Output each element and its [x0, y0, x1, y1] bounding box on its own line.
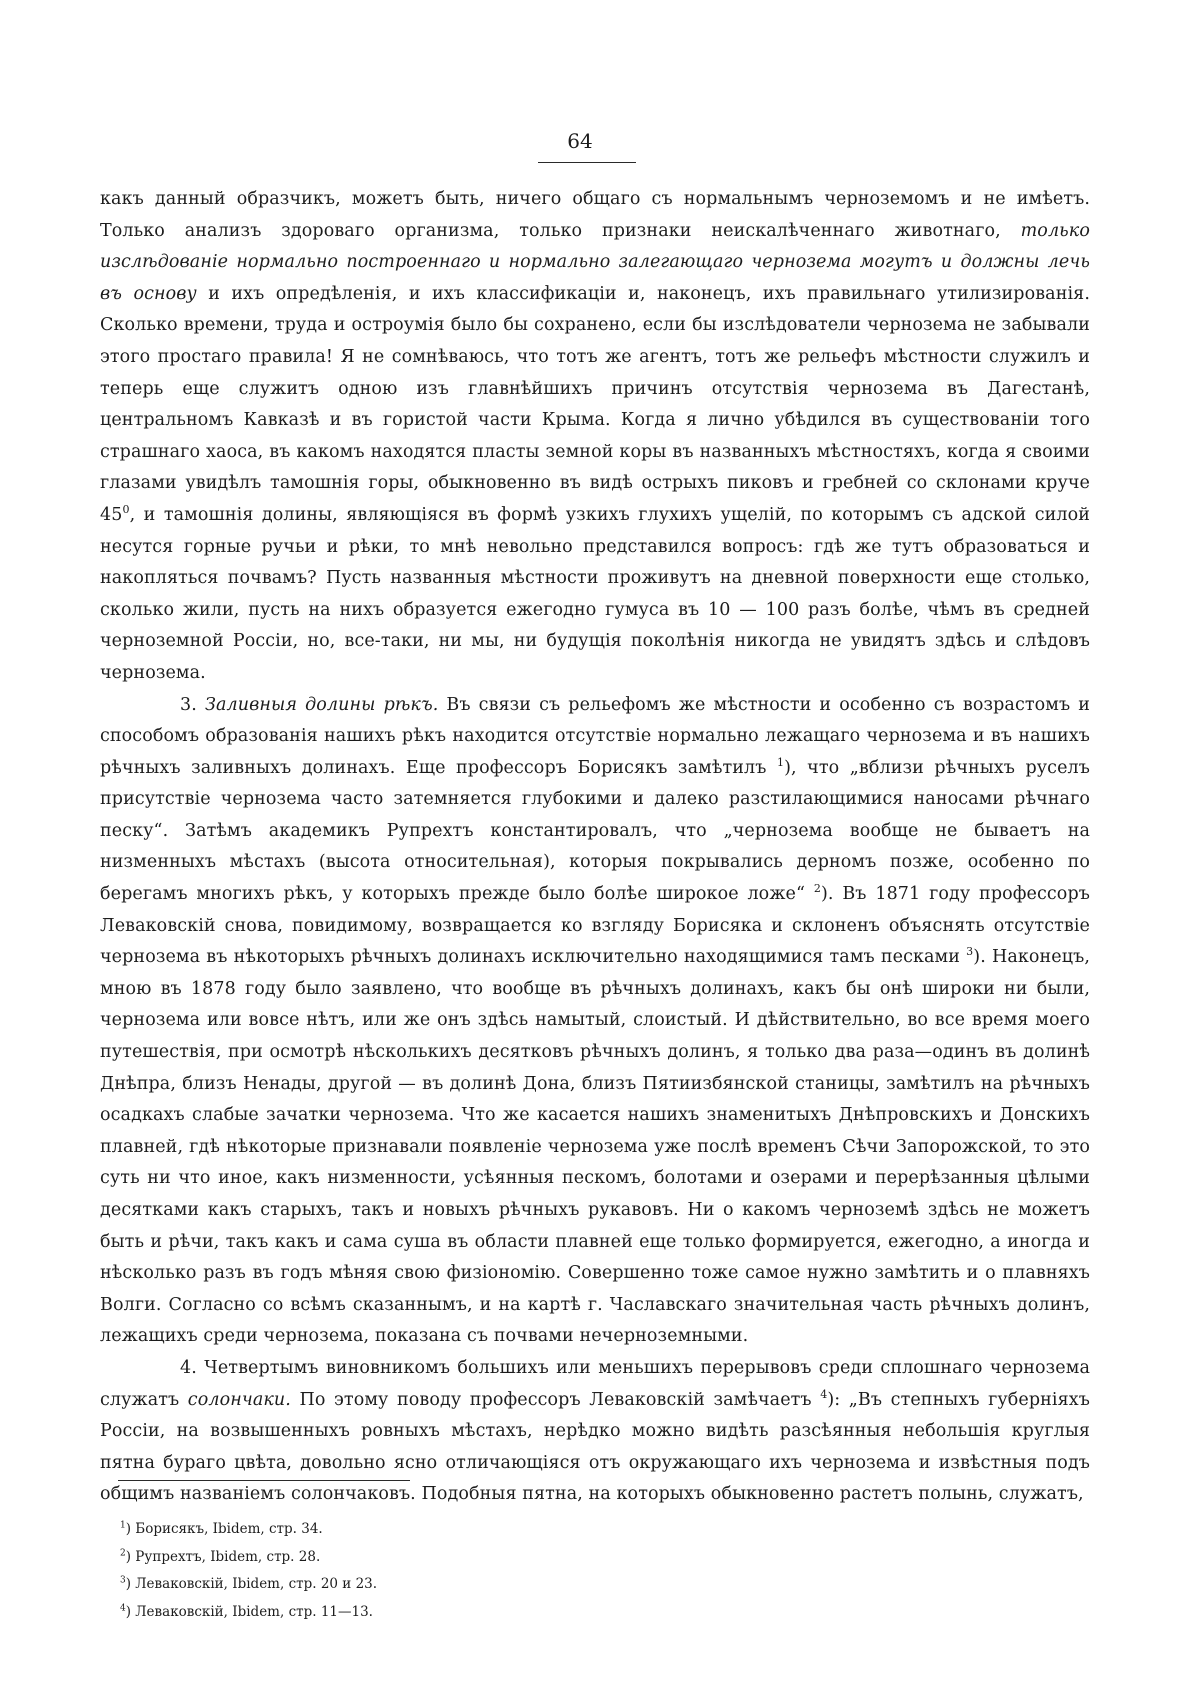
text-segment: ): „Въ степныхъ губерніяхъ Россіи, на возвышенныхъ ровныхъ мѣстахъ, нерѣдко можно видѣть разсѣянныя небольшія круглыя пятна бураго цвѣта, довольно ясно отличающіяся отъ окружающаго ихъ чернозема и извѣстныя подъ общимъ названіемъ солончаковъ. Подобныя пятна, на которыхъ обыкновенно растетъ полынь, служатъ,: [100, 1389, 1090, 1505]
text-segment: и ихъ опредѣленія, и ихъ классификаціи и, наконецъ, ихъ правильнаго утилизированія. Сколько времени, труда и остроумія было бы сохранено, если бы изслѣдователи чернозема не забывали этого простаго правила! Я не сомнѣваюсь, что тотъ же агентъ, тотъ же рельефъ мѣстности служилъ и теперь еще служитъ одною изъ главнѣйшихъ причинъ отсутствія чернозема въ Дагестанѣ, центральномъ Кавказѣ и въ гористой части Крыма. Когда я лично убѣдился въ существованіи того страшнаго хаоса, въ какомъ находятся пласты земной коры въ названныхъ мѣстностяхъ, когда я своими глазами увидѣлъ тамошнія горы, обыкновенно въ видѣ острыхъ пиковъ и гребней со склонами круче 45: [100, 283, 1090, 525]
italic-segment: только изслѣдованіе нормально построеннаго и нормально залегающаго чернозема могутъ и должны лечь въ основу: [100, 220, 1090, 304]
body-text: [100, 184, 1090, 1511]
page-number: 64: [567, 129, 593, 153]
footnote: [120, 1599, 720, 1627]
footnotes: [120, 1516, 720, 1626]
text-segment: По этому поводу профессоръ Леваковскій замѣчаетъ: [290, 1389, 821, 1410]
footnote-mark: 3: [120, 1575, 126, 1586]
footnote-mark: 1: [120, 1520, 126, 1531]
text-segment: Въ связи съ рельефомъ же мѣстности и особенно съ возрастомъ и способомъ образованія нашихъ рѣкъ находится отсутствіе нормально лежащаго чернозема и въ нашихъ рѣчныхъ заливныхъ долинахъ. Еще профессоръ Борисякъ замѣтилъ: [100, 694, 1091, 778]
footnote: [120, 1516, 720, 1544]
footnote-text: ) Леваковскій, Ibidem, стр. 20 и 23.: [125, 1576, 378, 1592]
text-segment: ). Наконецъ, мною въ 1878 году было заявлено, что вообще въ рѣчныхъ долинахъ, какъ бы онѣ широки ни были, чернозема или вовсе нѣтъ, или же онъ здѣсь намытый, слоистый. И дѣйствительно, во все время моего путешествія, при осмотрѣ нѣсколькихъ десятковъ рѣчныхъ долинъ, я только два раза—одинъ въ долинѣ Днѣпра, близъ Ненады, другой — въ долинѣ Дона, близъ Пятиизбянской станицы, замѣтилъ на рѣчныхъ осадкахъ слабые зачатки чернозема. Что же касается нашихъ знаменитыхъ Днѣпровскихъ и Донскихъ плавней, гдѣ нѣкоторые признавали появленіе чернозема уже послѣ временъ Сѣчи Запорожской, то это суть ни что иное, какъ низменности, усѣянныя пескомъ, болотами и озерами и перерѣзанныя цѣлыми десятками какъ старыхъ, такъ и новыхъ рѣчныхъ рукавовъ. Ни о какомъ черноземѣ здѣсь не можетъ быть и рѣчи, такъ какъ и сама суша въ области плавней еще только формируется, ежегодно, а иногда и нѣсколько разъ въ годъ мѣняя свою физіономію. Совершенно тоже самое нужно замѣтить и о плавняхъ Волги. Согласно со всѣмъ сказаннымъ, и на картѣ г. Чаславскаго значительная часть рѣчныхъ долинъ, лежащихъ среди чернозема, показана съ почвами нечерноземными.: [100, 947, 1091, 1347]
footnote-mark: 4: [120, 1603, 126, 1613]
footnote: [120, 1544, 720, 1572]
paragraph: [100, 184, 1090, 690]
footnote-text: ) Рупрехтъ, Ibidem, стр. 28.: [125, 1548, 321, 1565]
text-segment: 4. Четвертымъ виновникомъ большихъ или меньшихъ перерывовъ среди сплошнаго чернозема служатъ: [100, 1357, 1090, 1410]
page-number-rule: [538, 162, 636, 163]
footnote-rule: [118, 1480, 410, 1481]
italic-segment: Заливныя долины рѣкъ.: [204, 694, 439, 715]
italic-segment: солончаки.: [187, 1389, 291, 1410]
text-segment: какъ данный образчикъ, можетъ быть, ничего общаго съ нормальнымъ черноземомъ и не имѣетъ. Только анализъ здороваго организма, только признаки неискалѣченнаго животнаго,: [100, 189, 1090, 241]
paragraph: [100, 690, 1090, 1353]
text-segment: ). Въ 1871 году профессоръ Леваковскій снова, повидимому, возвращается ко взгляду Борисяка и склоненъ объяснять отсутствіе чернозема въ нѣкоторыхъ рѣчныхъ долинахъ исключительно находящимися тамъ песками: [100, 884, 1090, 968]
footnote: [120, 1571, 720, 1599]
text-segment: , и тамошнія долины, являющіяся въ формѣ узкихъ глухихъ ущелій, по которымъ съ адской силой несутся горные ручьи и рѣки, то мнѣ невольно представился вопросъ: гдѣ же тутъ образоваться и накопляться почвамъ? Пусть названныя мѣстности проживутъ на дневной поверхности еще столько, сколько жили, пусть на нихъ образуется ежегодно гумуса въ 10 — 100 разъ болѣе, чѣмъ въ средней черноземной Россіи, но, все-таки, ни мы, ни будущія поколѣнія никогда не увидятъ здѣсь и слѣдовъ чернозема.: [100, 504, 1090, 683]
footnote-ref: 4: [820, 1387, 828, 1401]
paragraph: [100, 1353, 1090, 1511]
footnote-ref: 0: [122, 503, 130, 517]
footnote-mark: 2: [120, 1548, 126, 1558]
text-segment: 3.: [180, 694, 205, 715]
footnote-ref: 3: [966, 945, 974, 959]
footnote-ref: 2: [813, 882, 821, 896]
footnote-text: ) Борисякъ, Ibidem, стр. 34.: [125, 1521, 323, 1537]
text-segment: ), что „вблизи рѣчныхъ руселъ присутствіе чернозема часто затемняется глубокими и далеко разстилающимися наносами рѣчнаго песку“. Затѣмъ академикъ Рупрехтъ константировалъ, что „чернозема вообще не бываетъ на низменныхъ мѣстахъ (высота относительная), которыя покрывались дерномъ позже, особенно по берегамъ многихъ рѣкъ, у которыхъ прежде было болѣе широкое ложе“: [100, 757, 1090, 905]
footnote-text: ) Леваковскій, Ibidem, стр. 11—13.: [125, 1603, 373, 1620]
footnote-ref: 1: [776, 755, 785, 769]
